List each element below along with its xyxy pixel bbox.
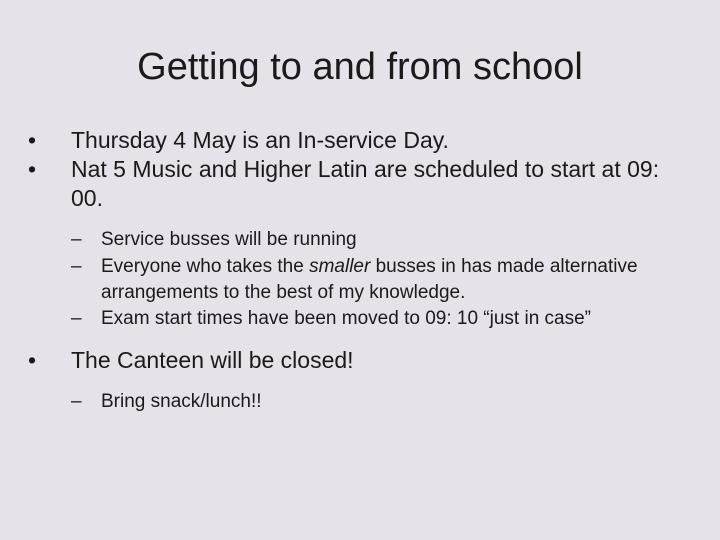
slide-title: Getting to and from school [137,46,583,88]
sub-bullet-text-after: busses in has made alternative arrangements to the best of my knowledge. [101,256,638,303]
dash-icon: – [71,308,82,329]
bullet-icon: • [28,347,37,373]
slide-body [28,126,700,416]
bullet-item-canteen-closed [28,346,700,375]
sub-bullet-item-exam-start-times [28,306,661,332]
bullet-icon: • [28,127,37,153]
sub-bullet-item-smaller-busses [28,254,691,306]
bullet-item-inservice-day [28,126,700,155]
sub-bullet-text: Exam start times have been moved to 09: 10 “just in case” [101,308,592,329]
sub-bullet-text: Bring snack/lunch!! [101,391,262,412]
bullet-item-exam-schedule [28,155,671,213]
sub-bullet-text: Service busses will be running [101,229,357,250]
bullet-text: Nat 5 Music and Higher Latin are scheduled to start at 09: 00. [71,156,660,211]
bullet-text: The Canteen will be closed! [71,347,354,373]
dash-icon: – [71,256,82,277]
sub-bullet-item-bring-lunch [28,387,700,416]
sub-bullet-text-before: Everyone who takes the [101,256,310,277]
bullet-icon: • [28,156,37,182]
dash-icon: – [71,229,82,250]
bullet-text: Thursday 4 May is an In-service Day. [71,127,449,153]
sub-bullet-item-service-busses [28,225,700,254]
dash-icon: – [71,391,82,412]
sub-bullet-emphasis: smaller [309,256,371,277]
